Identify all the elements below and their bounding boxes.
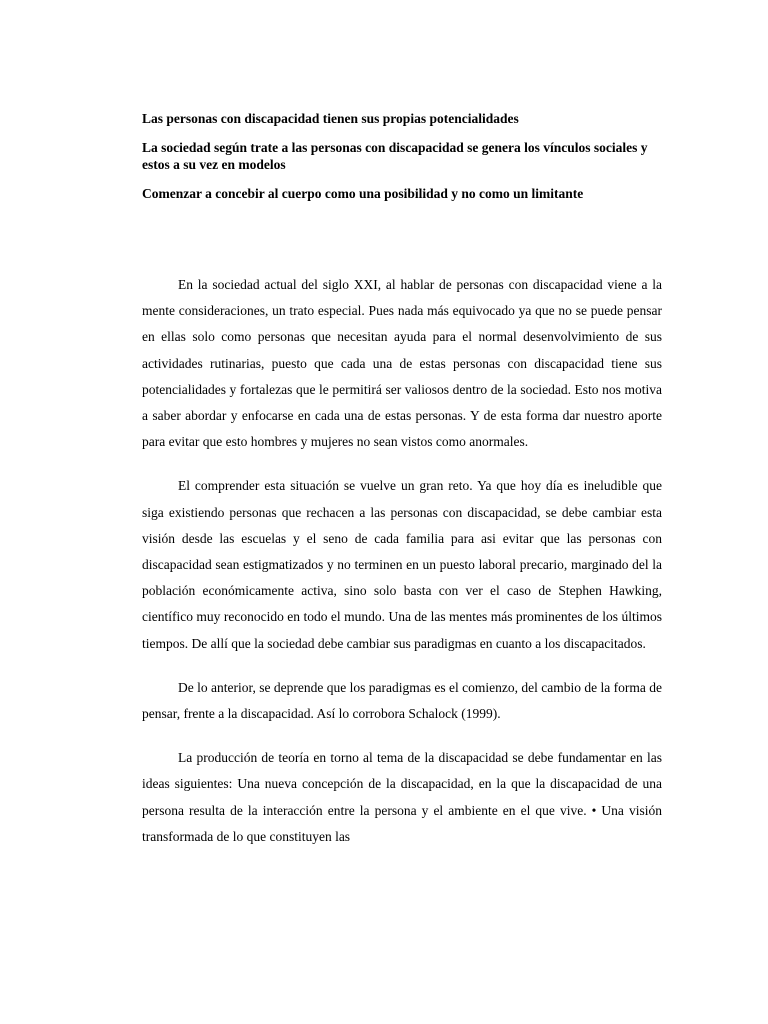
headings-block bbox=[142, 110, 662, 214]
body-text bbox=[142, 272, 662, 868]
paragraph-4: La producción de teoría en torno al tema de la discapacidad se debe fundamentar en las ideas siguientes: Una nueva concepción de la discapacidad, en la que la discapacidad de una persona resulta de la interacción entre la persona y el ambiente en el que vive. • Una visión transformada de lo que constituyen las bbox=[142, 750, 662, 844]
heading-2: La sociedad según trate a las personas con discapacidad se genera los vínculos sociales y estos a su vez en modelos bbox=[142, 140, 648, 172]
paragraph-3: De lo anterior, se deprende que los paradigmas es el comienzo, del cambio de la forma de pensar, frente a la discapacidad. Así lo corrobora Schalock (1999). bbox=[142, 679, 662, 722]
paragraph-2: El comprender esta situación se vuelve un gran reto. Ya que hoy día es ineludible que siga existiendo personas que rechacen a las personas con discapacidad, se debe cambiar esta visión desde las escuelas y el seno de cada familia para asi evitar que las personas con discapacidad sean estigmatizados y no terminen en un puesto laboral precario, marginado del la población económicamente activa, sino solo basta con ver el caso de Stephen Hawking, científico muy reconocido en todo el mundo. Una de las mentes más prominentes de los últimos tiempos. De allí que la sociedad debe cambiar sus paradigmas en cuanto a los discapacitados. bbox=[142, 478, 662, 651]
heading-1: Las personas con discapacidad tienen sus propias potencialidades bbox=[142, 111, 519, 126]
paragraph-1: En la sociedad actual del siglo XXI, al hablar de personas con discapacidad viene a la mente consideraciones, un trato especial. Pues nada más equivocado ya que no se puede pensar en ellas solo como personas que necesitan ayuda para el normal desenvolvimiento de sus actividades rutinarias, puesto que cada una de estas personas con discapacidad tiene sus potencialidades y fortalezas que le permitirá ser valiosos dentro de la sociedad. Esto nos motiva a saber abordar y enfocarse en cada una de estas personas. Y de esta forma dar nuestro aporte para evitar que esto hombres y mujeres no sean vistos como anormales. bbox=[142, 277, 662, 450]
heading-3: Comenzar a concebir al cuerpo como una posibilidad y no como un limitante bbox=[142, 186, 584, 201]
